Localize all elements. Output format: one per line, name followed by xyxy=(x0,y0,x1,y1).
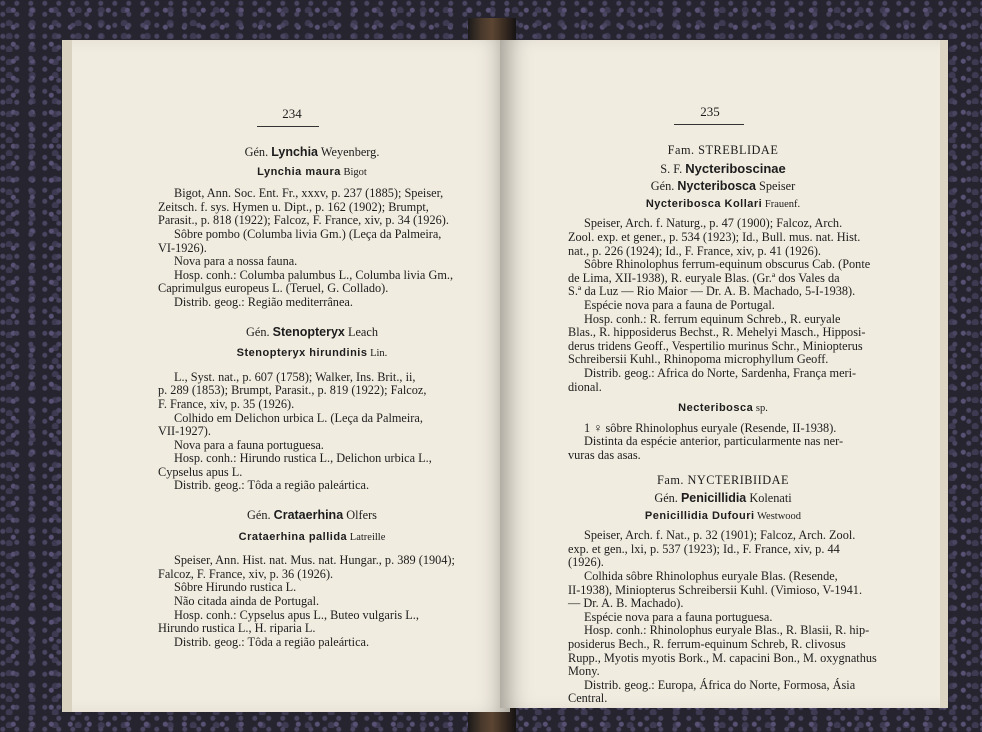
text-line: nat., p. 226 (1924); Id., F. France, xiv, p. 41 (1926). xyxy=(568,243,821,258)
text-line: Nova para a nossa fauna. xyxy=(174,254,298,269)
text-line: Parasit., p. 818 (1922); Falcoz, F. France, xiv, p. 34 (1926). xyxy=(158,213,449,228)
text-line: Cypselus apus L. xyxy=(158,464,243,479)
genus-name: Penicillidia xyxy=(680,491,747,506)
text-line: dional. xyxy=(568,379,602,394)
species-author: sp. xyxy=(755,403,768,415)
text-line: vuras das asas. xyxy=(568,447,641,462)
text-line: Speiser, Ann. Hist. nat. Mus. nat. Hungar., p. 389 (1904); xyxy=(174,553,455,568)
genus-prefix: Gén. xyxy=(245,324,270,339)
subfamily-heading xyxy=(568,162,878,177)
species-heading xyxy=(568,198,878,212)
text-line: Espécie nova para a fauna portuguesa. xyxy=(584,609,773,624)
text-line: Distrib. geog.: Tôda a região paleártica. xyxy=(174,634,370,649)
text-line: Sôbre Hirundo rustica L. xyxy=(174,580,297,595)
species-heading xyxy=(568,510,878,524)
text-line: 1 ♀ sôbre Rhinolophus euryale (Resende, II-1938). xyxy=(584,420,837,435)
species-name: Stenopteryx hirundinis xyxy=(236,347,368,360)
text-line: Colhida sôbre Rhinolophus euryale Blas. (Resende, xyxy=(584,569,838,584)
genus-author: Leach xyxy=(347,324,378,339)
genus-heading xyxy=(158,509,466,523)
text-line: VII-1927). xyxy=(158,424,211,439)
text-line: Hosp. conh.: Rhinolophus euryale Blas., R. Blasii, R. hip- xyxy=(584,623,870,638)
text-line: Zool. exp. et gener., p. 534 (1923); Id., Bull. mus. nat. Hist. xyxy=(568,229,861,244)
text-line: S.ª da Luz — Rio Maior — Dr. A. B. Machado, 5-I-1938). xyxy=(568,284,856,299)
species-author: Westwood xyxy=(756,510,802,522)
text-line: Colhido em Delichon urbica L. (Leça da Palmeira, xyxy=(174,410,423,425)
page-number: 235 xyxy=(700,104,720,119)
text-line: Nova para a fauna portuguesa. xyxy=(174,437,324,452)
text-line: Não citada ainda de Portugal. xyxy=(174,594,320,609)
entry-body xyxy=(568,529,878,706)
entry-body xyxy=(158,371,466,493)
genus-author: Kolenati xyxy=(749,491,792,506)
species-heading xyxy=(158,347,466,361)
text-line: Hosp. conh.: Cypselus apus L., Buteo vulgaris L., xyxy=(174,607,419,622)
text-line: Speiser, Arch. f. Naturg., p. 47 (1900); Falcoz, Arch. xyxy=(584,216,843,231)
genus-author: Olfers xyxy=(346,508,377,523)
species-author: Lin. xyxy=(370,348,388,360)
entry-body xyxy=(158,554,466,649)
text-line: (1926). xyxy=(568,555,604,570)
family-heading: Fam. NYCTERIBIIDAE xyxy=(657,473,789,488)
page-number-rule xyxy=(674,124,744,125)
subfamily-prefix: S. F. xyxy=(660,161,683,176)
text-line: Espécie nova para a fauna de Portugal. xyxy=(584,297,775,312)
family-heading: Fam. STREBLIDAE xyxy=(667,143,779,157)
text-line: Sôbre pombo (Columba livia Gm.) (Leça da Palmeira, xyxy=(174,226,442,241)
page-number: 234 xyxy=(282,106,302,121)
text-line: Rupp., Myotis myotis Bork., M. capacini Bon., M. oxygnathus xyxy=(568,650,877,665)
text-line: L., Syst. nat., p. 607 (1758); Walker, Ins. Brit., ii, xyxy=(174,369,416,384)
text-line: posiderus Bech., R. ferrum-equinum Schreb, R. clivosus xyxy=(568,637,846,651)
text-line: Schreibersii Kuhl., Rhinopoma microphyllum Geoff. xyxy=(568,352,829,367)
entry-body xyxy=(158,187,466,309)
genus-name: Stenopteryx xyxy=(272,324,345,339)
text-line: F. France, xiv, p. 35 (1926). xyxy=(158,396,295,411)
species-name: Necteribosca xyxy=(678,402,754,415)
entry-body xyxy=(568,422,878,463)
genus-author: Speiser xyxy=(759,179,796,194)
genus-prefix: Gén. xyxy=(244,145,269,159)
text-line: Hosp. conh.: R. ferrum equinum Schreb., R. euryale xyxy=(584,311,841,326)
text-line: Caprimulgus europeus L. (Teruel, G. Collado). xyxy=(158,281,389,296)
text-line: Sôbre Rhinolophus ferrum-equinum obscurus Cab. (Ponte xyxy=(584,257,871,272)
species-author: Bigot xyxy=(343,166,367,178)
genus-heading xyxy=(568,492,878,506)
text-line: Hosp. conh.: Hirundo rustica L., Delichon urbica L., xyxy=(174,451,432,466)
text-line: Distrib. geog.: Região mediterrânea. xyxy=(174,294,353,309)
page-number-rule xyxy=(257,126,319,127)
right-text-column xyxy=(568,144,878,706)
species-name: Nycteribosca Kollari xyxy=(645,197,763,210)
species-author: Frauenf. xyxy=(764,198,801,210)
genus-author: Weyenberg. xyxy=(320,145,380,159)
species-name: Penicillidia Dufouri xyxy=(644,509,755,522)
text-line: Hirundo rustica L., H. riparia L. xyxy=(158,621,316,636)
species-heading xyxy=(158,166,466,180)
entry-body xyxy=(568,217,878,394)
text-line: Falcoz, F. France, xiv, p. 36 (1926). xyxy=(158,566,334,581)
text-line: Blas., R. hipposiderus Bechst., R. Mehelyi Masch., Hipposi- xyxy=(568,325,866,340)
text-line: — Dr. A. B. Machado). xyxy=(568,596,684,611)
genus-heading xyxy=(568,180,878,194)
text-line: Distrib. geog.: Africa do Norte, Sardenha, França meri- xyxy=(584,365,857,380)
genus-prefix: Gén. xyxy=(247,508,271,523)
text-line: p. 289 (1853); Brumpt, Parasit., p. 819 (1922); Falcoz, xyxy=(158,383,427,398)
text-line: Central. xyxy=(568,691,608,706)
text-line: derus tridens Geoff., Vespertilio murinus Schr., Miniopterus xyxy=(568,338,863,353)
text-line: Distrib. geog.: Tôda a região paleártica. xyxy=(174,478,370,493)
species-author: Latreille xyxy=(349,531,386,543)
text-line: Mony. xyxy=(568,664,600,679)
species-name: Lynchia maura xyxy=(257,165,341,178)
text-line: Distinta da espécie anterior, particularmente nas ner- xyxy=(584,434,844,449)
genus-name: Nycteribosca xyxy=(677,179,756,194)
species-heading xyxy=(568,402,878,416)
text-line: II-1938), Miniopterus Schreibersii Kuhl. (Vimioso, V-1941. xyxy=(568,582,863,597)
genus-prefix: Gén. xyxy=(650,179,675,194)
genus-heading xyxy=(158,326,466,340)
text-line: Hosp. conh.: Columba palumbus L., Columba livia Gm., xyxy=(174,267,454,282)
left-page xyxy=(62,40,510,712)
text-line: VI-1926). xyxy=(158,240,207,255)
text-line: Zeitsch. f. sys. Hymen u. Dipt., p. 162 (1902); Brumpt, xyxy=(158,199,429,214)
text-line: Bigot, Ann. Soc. Ent. Fr., xxxv, p. 237 (1885); Speiser, xyxy=(174,186,444,201)
species-heading xyxy=(158,531,466,545)
genus-name: Crataerhina xyxy=(273,508,344,523)
species-name: Crataerhina pallida xyxy=(238,530,348,543)
genus-prefix: Gén. xyxy=(654,491,678,506)
right-page xyxy=(500,40,948,708)
genus-heading xyxy=(158,146,466,160)
genus-name: Lynchia xyxy=(271,145,318,159)
text-line: de Lima, XII-1938), R. euryale Blas. (Gr.ª dos Vales da xyxy=(568,270,840,285)
text-line: Speiser, Arch. f. Nat., p. 32 (1901); Falcoz, Arch. Zool. xyxy=(584,528,856,543)
text-line: exp. et gen., lxi, p. 537 (1923); Id., F. France, xiv, p. 44 xyxy=(568,541,840,556)
text-line: Distrib. geog.: Europa, África do Norte, Formosa, Ásia xyxy=(584,677,856,692)
left-text-column xyxy=(158,146,466,649)
subfamily-name: Nycteriboscinae xyxy=(685,160,786,176)
